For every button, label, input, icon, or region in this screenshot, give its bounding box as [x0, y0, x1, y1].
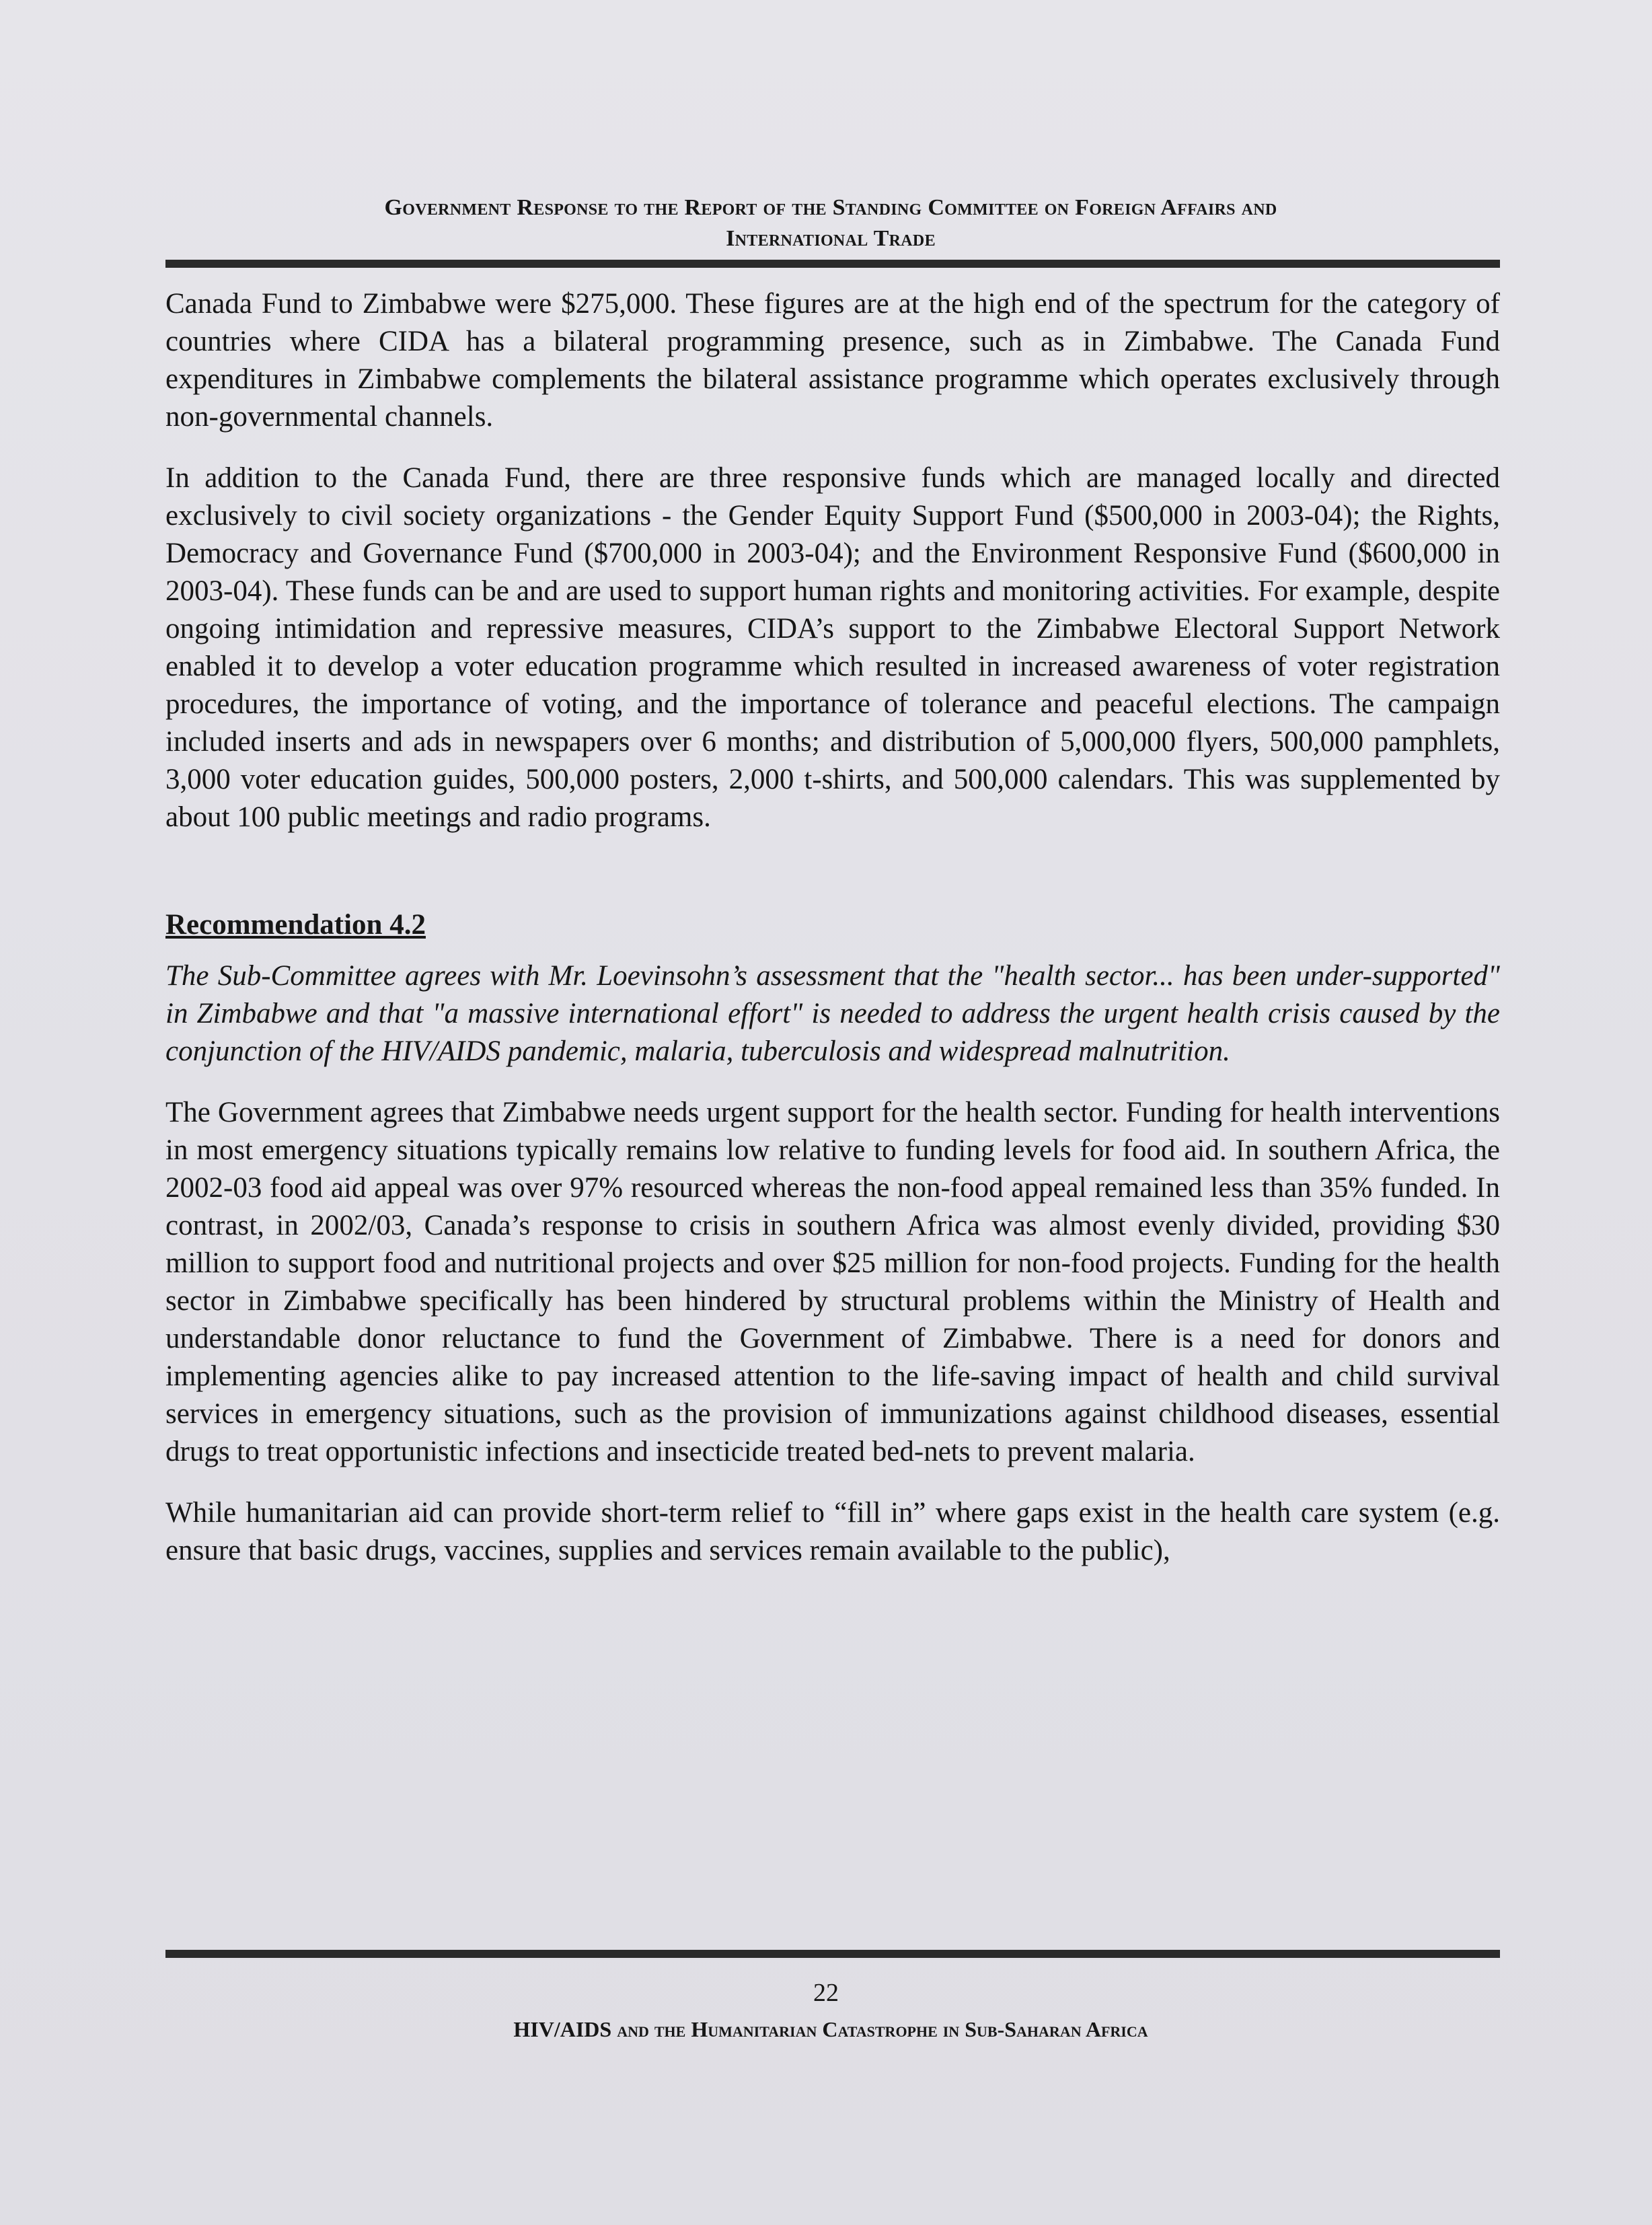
paragraph-humanitarian-aid: While humanitarian aid can provide short-term relief to “fill in” where gaps exist in the health care system (e.g. ensure that basic drugs, vaccines, supplies and services remain available to the public),	[165, 1497, 1500, 1566]
footer-rule	[165, 1950, 1500, 1958]
paragraph-canada-fund: Canada Fund to Zimbabwe were $275,000. These figures are at the high end of the spectrum for the category of countries where CIDA has a bilateral programming presence, such as in Zimbabwe. The Canada Fund expenditures in Zimbabwe complements the bilateral assistance programme which operates exclusively through non-governmental channels.	[165, 288, 1500, 433]
body-text	[165, 285, 1500, 1593]
running-footer: HIV/AIDS and the Humanitarian Catastrophe in Sub-Saharan Africa	[513, 2017, 1148, 2041]
paragraph-responsive-funds: In addition to the Canada Fund, there are three responsive funds which are managed locally and directed exclusively to civil society organizations - the Gender Equity Support Fund ($500,000 in 2003-04); the Rights, Democracy and Governance Fund ($700,000 in 2003-04); and the Environment Responsive Fund ($600,000 in 2003-04). These funds can be and are used to support human rights and monitoring activities. For example, despite ongoing intimidation and repressive measures, CIDA’s support to the Zimbabwe Electoral Support Network enabled it to develop a voter education programme which resulted in increased awareness of voter registration procedures, the importance of voting, and the importance of tolerance and peaceful elections. The campaign included inserts and ads in newspapers over 6 months; and distribution of 5,000,000 flyers, 500,000 pamphlets, 3,000 voter education guides, 500,000 posters, 2,000 t-shirts, and 500,000 calendars. This was supplemented by about 100 public meetings and radio programs.	[165, 462, 1500, 833]
running-header-line-1: Government Response to the Report of the Standing Committee on Foreign Affairs and	[384, 195, 1277, 220]
running-header	[161, 192, 1500, 254]
paragraph-government-response: The Government agrees that Zimbabwe needs urgent support for the health sector. Funding for health interventions in most emergency situations typically remains low relative to funding levels for food aid. In southern Africa, the 2002-03 food aid appeal was over 97% resourced whereas the non-food appeal remained less than 35% funded. In contrast, in 2002/03, Canada’s response to crisis in southern Africa was almost evenly divided, providing $30 million to support food and nutritional projects and over $25 million for non-food projects. Funding for the health sector in Zimbabwe specifically has been hindered by structural problems within the Ministry of Health and understandable donor reluctance to fund the Government of Zimbabwe. There is a need for donors and implementing agencies alike to pay increased attention to the life-saving impact of health and child survival services in emergency situations, such as the provision of immunizations against childhood diseases, essential drugs to treat opportunistic infections and insecticide treated bed-nets to prevent malaria.	[165, 1097, 1500, 1467]
recommendation-heading: Recommendation 4.2	[165, 909, 426, 941]
recommendation-text: The Sub-Committee agrees with Mr. Loevinsohn’s assessment that the "health sector... has been under-supported" in Zimbabwe and that "a massive international effort" is needed to address the urgent health crisis caused by the conjunction of the HIV/AIDS pandemic, malaria, tuberculosis and widespread malnutrition.	[165, 960, 1500, 1067]
page-number: 22	[813, 1979, 839, 2007]
header-rule	[165, 260, 1500, 268]
running-header-line-2: International Trade	[726, 226, 936, 251]
